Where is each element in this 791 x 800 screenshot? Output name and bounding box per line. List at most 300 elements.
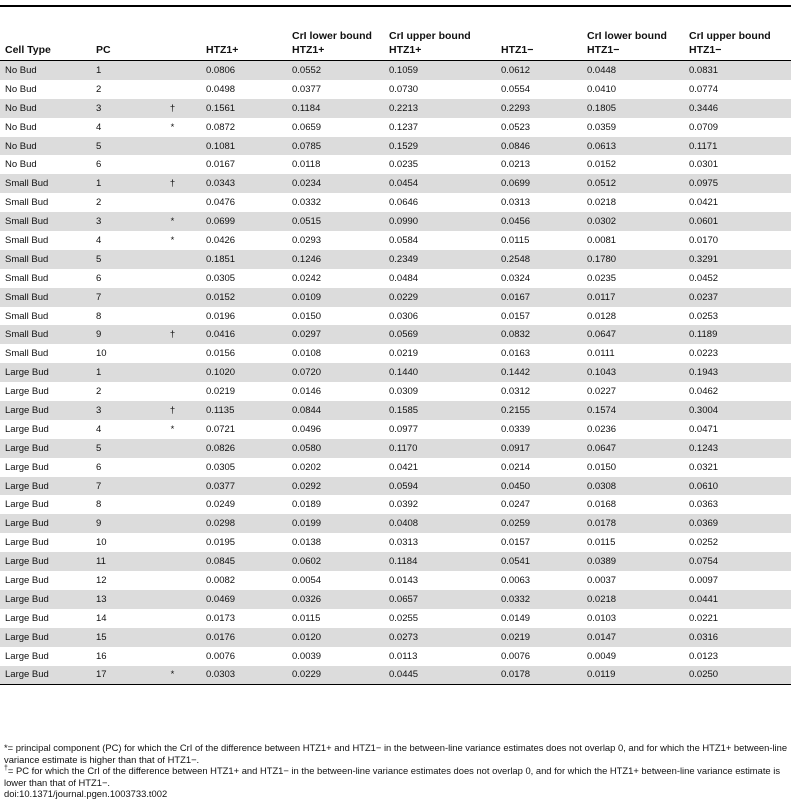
cell-htz1-minus: 0.0178 [496,666,582,685]
cell-pc: 16 [96,650,107,662]
cell-cri-lower-htz1-plus: 0.0844 [287,401,384,420]
cell-pc: 2 [96,83,102,95]
table-row [0,307,791,326]
cell-htz1-minus: 0.0063 [501,574,531,586]
cell-htz1-minus: 0.0339 [501,423,531,435]
cell-htz1-plus: 0.0298 [201,514,287,533]
cell-cri-upper-htz1-minus: 0.0301 [689,159,719,171]
cell-htz1-minus: 0.0157 [501,310,531,322]
cell-cell-type: Small Bud [5,310,49,322]
cell-mark [146,269,201,288]
cell-mark [146,137,201,156]
cell-pc: 1 [91,61,146,80]
cell-pc: 4 [96,234,102,246]
cell-cri-upper-htz1-minus: 0.0610 [684,477,791,496]
cell-htz1-plus: 0.0721 [206,423,236,435]
cell-cri-upper-htz1-minus: 0.0316 [684,628,791,647]
header-row [0,22,791,61]
cell-cri-upper-htz1-plus: 0.1529 [384,137,496,156]
cell-cri-lower-htz1-plus: 0.0332 [292,197,322,209]
cell-cri-upper-htz1-plus: 0.0454 [384,174,496,193]
cell-cri-upper-htz1-minus: 0.0441 [684,590,791,609]
cell-mark [146,250,201,269]
table-row [0,363,791,382]
cell-htz1-minus: 0.0259 [496,514,582,533]
cell-cri-upper-htz1-plus: 0.2349 [384,250,496,269]
cell-cri-lower-htz1-plus: 0.0108 [292,348,322,360]
cell-cell-type: Small Bud [5,234,49,246]
cell-cri-lower-htz1-plus: 0.0292 [287,477,384,496]
cell-htz1-minus: 0.0214 [501,461,531,473]
cell-cri-upper-htz1-plus: 0.0408 [384,514,496,533]
cell-cell-type: Large Bud [0,477,91,496]
footnote-dagger [4,765,788,788]
table-row [0,477,791,496]
cell-cri-lower-htz1-minus: 0.0111 [587,348,615,360]
cell-cell-type: No Bud [5,121,37,133]
cell-htz1-plus: 0.1851 [201,250,287,269]
cell-mark [146,307,201,326]
cell-cri-lower-htz1-minus: 0.0359 [587,121,617,133]
cell-cri-lower-htz1-plus: 0.0189 [292,499,322,511]
cell-cell-type: No Bud [0,61,91,80]
cell-pc: 12 [96,574,107,586]
cell-cri-lower-htz1-minus: 0.1043 [582,363,684,382]
cell-cri-lower-htz1-minus: 0.0168 [587,499,617,511]
table-row [0,609,791,628]
cell-cri-lower-htz1-minus: 0.0647 [582,439,684,458]
cell-cri-upper-htz1-plus: 0.1440 [384,363,496,382]
table-top-rule [0,5,791,7]
cell-cri-upper-htz1-minus: 0.0421 [689,197,719,209]
cell-htz1-minus: 0.0313 [501,197,531,209]
cell-htz1-minus: 0.0846 [496,137,582,156]
cell-cri-lower-htz1-minus: 0.0081 [587,234,617,246]
cell-htz1-plus: 0.0305 [206,272,236,284]
table-row [0,155,791,174]
cell-cri-upper-htz1-plus: 0.0646 [389,197,419,209]
cell-mark [146,571,201,590]
cell-cri-lower-htz1-plus: 0.0199 [287,514,384,533]
cell-pc: 9 [91,325,146,344]
header-mark [146,22,201,61]
cell-cri-lower-htz1-minus: 0.0227 [587,386,617,398]
cell-cri-upper-htz1-minus: 0.0709 [689,121,719,133]
cell-htz1-plus: 0.0377 [201,477,287,496]
cell-htz1-minus: 0.0324 [501,272,531,284]
cell-htz1-plus: 0.0416 [201,325,287,344]
cell-pc: 6 [96,461,102,473]
cell-cell-type: No Bud [0,137,91,156]
cell-cell-type: Large Bud [5,650,49,662]
cell-cell-type: Large Bud [5,461,49,473]
cell-cri-upper-htz1-plus: 0.0594 [384,477,496,496]
cell-cri-upper-htz1-minus: 0.0253 [689,310,719,322]
header-cri-upper-htz1-minus: CrI upper bound HTZ1− [689,30,771,56]
footnotes [4,742,788,800]
cell-cri-upper-htz1-plus: 0.0313 [389,537,419,549]
cell-cri-upper-htz1-minus: 0.0252 [689,537,719,549]
cell-cri-upper-htz1-minus: 0.0601 [684,212,791,231]
cell-htz1-plus: 0.0476 [206,197,236,209]
cell-cri-lower-htz1-minus: 0.0410 [587,83,617,95]
cell-cri-lower-htz1-minus: 0.0389 [582,552,684,571]
footnote-dagger-symbol: † [4,764,8,772]
cell-cri-upper-htz1-plus: 0.0730 [389,83,419,95]
cell-mark [146,80,201,99]
cell-htz1-minus: 0.0149 [501,612,531,624]
table-row [0,344,791,363]
cell-pc: 7 [91,477,146,496]
cell-cri-upper-htz1-minus: 0.1189 [684,325,791,344]
cell-cri-upper-htz1-minus: 0.3291 [684,250,791,269]
cell-cri-lower-htz1-plus: 0.0120 [287,628,384,647]
cell-cri-upper-htz1-minus: 0.0123 [689,650,719,662]
table-row [0,628,791,647]
cell-cri-lower-htz1-plus: 0.0293 [292,234,322,246]
cell-htz1-plus: 0.1020 [201,363,287,382]
cell-cri-lower-htz1-plus: 0.0039 [292,650,322,662]
cell-pc: 5 [91,439,146,458]
cell-pc: 3 [91,401,146,420]
cell-htz1-plus: 0.0699 [201,212,287,231]
cell-cell-type: Large Bud [0,552,91,571]
cell-cri-lower-htz1-minus: 0.0235 [587,272,617,284]
cell-cell-type: Large Bud [0,514,91,533]
table-row [0,571,791,590]
cell-htz1-plus: 0.0082 [206,574,236,586]
cell-pc: 10 [96,537,107,549]
cell-cri-upper-htz1-minus: 0.0223 [689,348,719,360]
cell-pc: 15 [91,628,146,647]
cell-cri-upper-htz1-minus: 0.0369 [684,514,791,533]
cell-cri-lower-htz1-minus: 0.1780 [582,250,684,269]
cell-pc: 6 [96,272,102,284]
cell-cri-upper-htz1-plus: 0.0657 [384,590,496,609]
cell-cri-lower-htz1-minus: 0.0613 [582,137,684,156]
cell-cri-lower-htz1-plus: 0.0515 [287,212,384,231]
cell-cri-lower-htz1-plus: 0.0580 [287,439,384,458]
cell-cri-upper-htz1-plus: 0.0229 [384,288,496,307]
cell-htz1-plus: 0.0498 [206,83,236,95]
cell-htz1-plus: 0.0196 [206,310,236,322]
cell-htz1-minus: 0.0554 [501,83,531,95]
cell-htz1-plus: 0.0343 [201,174,287,193]
cell-htz1-minus: 0.2293 [496,99,582,118]
table-row [0,420,791,439]
cell-cri-upper-htz1-minus: 0.0097 [689,574,719,586]
cell-cri-lower-htz1-plus: 0.0109 [287,288,384,307]
table-row [0,382,791,401]
cell-pc: 2 [96,197,102,209]
table-row [0,552,791,571]
cell-cri-lower-htz1-minus: 0.0150 [587,461,617,473]
cell-cell-type: No Bud [0,99,91,118]
cell-cri-lower-htz1-plus: 0.0234 [287,174,384,193]
cell-mark [146,439,201,458]
cell-cri-lower-htz1-plus: 0.0377 [292,83,322,95]
cell-mark: * [146,212,201,231]
cell-cell-type: Small Bud [5,272,49,284]
table-row [0,590,791,609]
cell-pc: 11 [91,552,146,571]
cell-mark: † [146,99,201,118]
table-row [0,212,791,231]
cell-cri-lower-htz1-minus: 0.0103 [587,612,617,624]
cell-htz1-plus: 0.0195 [206,537,236,549]
footnote-star [4,742,788,765]
cell-cri-lower-htz1-minus: 0.0512 [582,174,684,193]
cell-mark: * [170,234,175,246]
cell-pc: 1 [91,174,146,193]
table-row [0,118,791,137]
cell-htz1-plus: 0.0426 [206,234,236,246]
cell-cell-type: Small Bud [0,250,91,269]
cell-mark [146,514,201,533]
cell-pc: 4 [96,423,102,435]
cell-cell-type: No Bud [5,83,37,95]
cell-cri-lower-htz1-plus: 0.0054 [292,574,322,586]
header-cri-lower-htz1-minus: CrI lower bound HTZ1− [587,30,667,56]
cell-mark: * [170,423,175,435]
cell-cri-upper-htz1-minus: 0.1943 [684,363,791,382]
cell-htz1-minus: 0.0167 [496,288,582,307]
cell-cri-lower-htz1-plus: 0.0115 [292,612,321,624]
cell-cri-upper-htz1-plus: 0.2213 [384,99,496,118]
cell-cri-lower-htz1-plus: 0.1246 [287,250,384,269]
cell-mark [146,458,201,477]
cell-cell-type: Large Bud [0,439,91,458]
cell-cri-upper-htz1-plus: 0.0584 [389,234,419,246]
cell-cell-type: Large Bud [5,574,49,586]
cell-pc: 2 [96,386,102,398]
data-table [0,22,791,685]
cell-cri-upper-htz1-plus: 0.1237 [389,121,419,133]
table-body [0,61,791,685]
table-row [0,439,791,458]
cell-htz1-minus: 0.0219 [496,628,582,647]
cell-cri-lower-htz1-plus: 0.0785 [287,137,384,156]
cell-mark [146,609,201,628]
cell-cri-lower-htz1-plus: 0.0496 [292,423,322,435]
cell-cri-upper-htz1-minus: 0.3004 [684,401,791,420]
cell-mark [146,288,201,307]
cell-cell-type: Large Bud [0,401,91,420]
cell-cell-type: Small Bud [0,174,91,193]
cell-pc: 1 [91,363,146,382]
cell-cri-upper-htz1-minus: 0.0250 [684,666,791,685]
header-htz1-plus: HTZ1+ [206,44,239,56]
cell-htz1-plus: 0.0872 [206,121,236,133]
cell-htz1-plus: 0.0173 [206,612,236,624]
cell-pc: 5 [91,137,146,156]
cell-cri-lower-htz1-plus: 0.0242 [292,272,322,284]
cell-cell-type: No Bud [5,159,37,171]
cell-cri-upper-htz1-plus: 0.0235 [389,159,419,171]
table-row [0,401,791,420]
cell-cri-lower-htz1-plus: 0.0146 [292,386,322,398]
cell-cri-lower-htz1-minus: 0.0178 [582,514,684,533]
cell-htz1-plus: 0.0845 [201,552,287,571]
cell-pc: 8 [96,310,102,322]
cell-mark: † [146,401,201,420]
cell-cell-type: Small Bud [5,197,49,209]
cell-htz1-minus: 0.0332 [496,590,582,609]
cell-cri-upper-htz1-plus: 0.0309 [389,386,419,398]
cell-cri-lower-htz1-minus: 0.0218 [587,197,617,209]
table-row [0,288,791,307]
cell-pc: 4 [96,121,102,133]
cell-pc: 10 [96,348,107,360]
cell-cri-upper-htz1-minus: 0.0452 [689,272,719,284]
cell-mark: * [146,666,201,685]
table-row [0,231,791,250]
cell-cri-lower-htz1-plus: 0.0297 [287,325,384,344]
cell-cell-type: Large Bud [5,612,49,624]
header-cri-lower-htz1-plus: CrI lower bound HTZ1+ [292,30,372,56]
cell-cell-type: Small Bud [0,212,91,231]
cell-cri-lower-htz1-minus: 0.1805 [582,99,684,118]
cell-mark [146,647,201,666]
cell-cell-type: Small Bud [5,348,49,360]
cell-cri-upper-htz1-plus: 0.0445 [384,666,496,685]
cell-cri-lower-htz1-plus: 0.0552 [287,61,384,80]
table-row [0,269,791,288]
cell-cell-type: Large Bud [5,537,49,549]
cell-cri-upper-htz1-minus: 0.3446 [684,99,791,118]
cell-cell-type: Large Bud [0,363,91,382]
cell-cri-upper-htz1-plus: 0.1170 [384,439,496,458]
cell-cri-lower-htz1-plus: 0.0602 [287,552,384,571]
cell-htz1-minus: 0.2155 [496,401,582,420]
header-pc: PC [96,44,111,56]
cell-cri-lower-htz1-plus: 0.0202 [292,461,322,473]
cell-cri-lower-htz1-minus: 0.0147 [582,628,684,647]
table-row [0,647,791,666]
cell-cri-upper-htz1-minus: 0.1243 [684,439,791,458]
cell-cri-upper-htz1-plus: 0.0421 [389,461,419,473]
cell-cri-upper-htz1-minus: 0.0170 [689,234,719,246]
cell-cri-lower-htz1-minus: 0.0128 [587,310,617,322]
cell-mark [146,552,201,571]
cell-htz1-minus: 0.0076 [501,650,531,662]
table-row [0,325,791,344]
cell-htz1-plus: 0.0152 [201,288,287,307]
header-htz1-minus: HTZ1− [501,44,534,56]
cell-mark [146,533,201,552]
cell-mark: * [170,121,175,133]
table-row [0,174,791,193]
cell-mark [146,193,201,212]
cell-cri-upper-htz1-minus: 0.0321 [689,461,719,473]
cell-htz1-minus: 0.0699 [496,174,582,193]
cell-htz1-minus: 0.0832 [496,325,582,344]
cell-cri-upper-htz1-plus: 0.1585 [384,401,496,420]
cell-cell-type: Large Bud [5,423,49,435]
cell-pc: 7 [91,288,146,307]
cell-cri-lower-htz1-plus: 0.0150 [292,310,322,322]
cell-htz1-minus: 0.0115 [501,234,530,246]
cell-htz1-plus: 0.0826 [201,439,287,458]
cell-pc: 3 [91,99,146,118]
cell-mark [146,590,201,609]
cell-htz1-minus: 0.0157 [501,537,531,549]
cell-cell-type: Large Bud [0,628,91,647]
cell-cri-lower-htz1-plus: 0.0659 [292,121,322,133]
cell-htz1-minus: 0.2548 [496,250,582,269]
table-row [0,250,791,269]
cell-cri-lower-htz1-plus: 0.0138 [292,537,322,549]
cell-htz1-minus: 0.0450 [496,477,582,496]
cell-htz1-plus: 0.0167 [206,159,236,171]
cell-cri-upper-htz1-plus: 0.1184 [384,552,496,571]
cell-cri-upper-htz1-minus: 0.0471 [689,423,719,435]
table-row [0,61,791,80]
cell-cell-type: Large Bud [5,386,49,398]
cell-cri-upper-htz1-minus: 0.0831 [684,61,791,80]
cell-cri-lower-htz1-minus: 0.0115 [587,537,616,549]
cell-cell-type: Small Bud [0,288,91,307]
cell-cell-type: Large Bud [0,666,91,685]
cell-cri-upper-htz1-minus: 0.0774 [689,83,719,95]
header-cell-type: Cell Type [5,44,51,56]
cell-cri-upper-htz1-plus: 0.1059 [384,61,496,80]
cell-cri-lower-htz1-minus: 0.0119 [582,666,684,685]
cell-cri-lower-htz1-plus: 0.0326 [287,590,384,609]
cell-cri-upper-htz1-minus: 0.0221 [689,612,719,624]
table-row [0,80,791,99]
footnote-dagger-text: = PC for which the CrI of the difference between HTZ1+ and HTZ1− in the between-line variance estimates does not overlap 0, and for which the HTZ1+ between-line variance estimate is lower than that of HTZ1−. [4,765,781,788]
cell-cri-lower-htz1-plus: 0.0118 [292,159,321,171]
cell-htz1-minus: 0.0312 [501,386,531,398]
cell-cri-lower-htz1-minus: 0.0037 [587,574,617,586]
cell-htz1-plus: 0.0249 [206,499,236,511]
footnote-star-symbol: * [4,742,8,753]
cell-htz1-plus: 0.0806 [201,61,287,80]
cell-pc: 13 [91,590,146,609]
cell-pc: 3 [91,212,146,231]
table-row [0,458,791,477]
cell-cri-lower-htz1-minus: 0.0308 [582,477,684,496]
cell-cri-lower-htz1-minus: 0.0448 [582,61,684,80]
cell-htz1-plus: 0.0076 [206,650,236,662]
cell-htz1-plus: 0.0219 [206,386,236,398]
cell-cell-type: Small Bud [0,325,91,344]
cell-cri-lower-htz1-minus: 0.0049 [587,650,617,662]
table-row [0,193,791,212]
footnote-star-text: = principal component (PC) for which the CrI of the difference between HTZ1+ and HTZ1− in the between-line variance estimates does not overlap 0, and for which the HTZ1+ between-line variance estimate is higher than that of HTZ1−. [4,742,788,765]
cell-cri-lower-htz1-minus: 0.1574 [582,401,684,420]
cell-htz1-plus: 0.1561 [201,99,287,118]
cell-cri-lower-htz1-minus: 0.0236 [587,423,617,435]
cell-cri-lower-htz1-plus: 0.0229 [287,666,384,685]
cell-htz1-minus: 0.0541 [496,552,582,571]
cell-pc: 8 [96,499,102,511]
cell-pc: 6 [96,159,102,171]
cell-htz1-plus: 0.1081 [201,137,287,156]
cell-cri-upper-htz1-plus: 0.0484 [389,272,419,284]
cell-mark: † [146,174,201,193]
cell-htz1-minus: 0.0456 [496,212,582,231]
cell-htz1-plus: 0.1135 [201,401,287,420]
cell-htz1-plus: 0.0305 [206,461,236,473]
cell-htz1-plus: 0.0176 [201,628,287,647]
cell-cri-upper-htz1-plus: 0.0392 [389,499,419,511]
table-row [0,99,791,118]
cell-htz1-minus: 0.0917 [496,439,582,458]
cell-htz1-minus: 0.0247 [501,499,531,511]
cell-cri-upper-htz1-plus: 0.0990 [384,212,496,231]
